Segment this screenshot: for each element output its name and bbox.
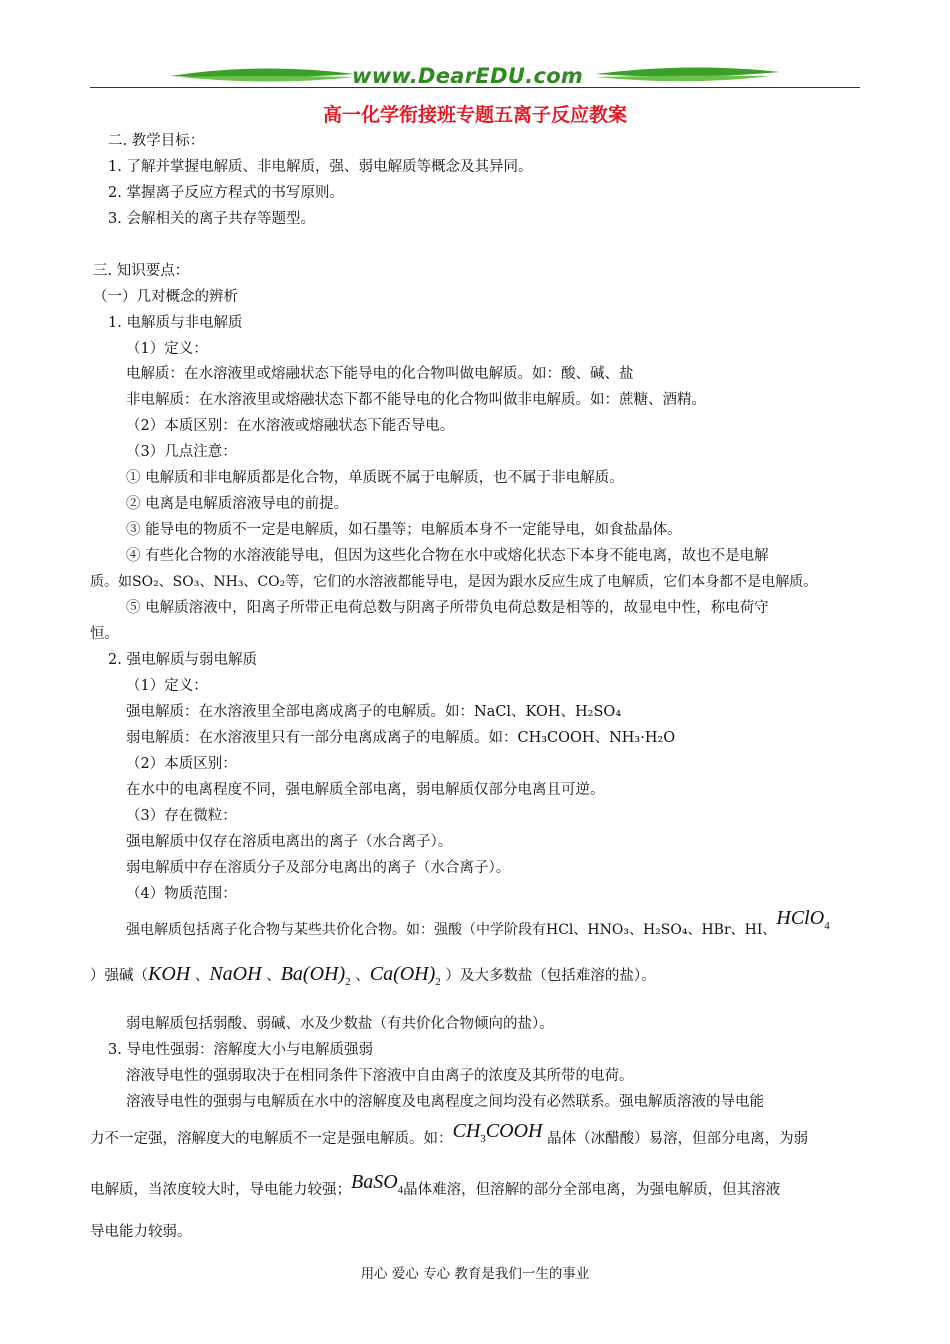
separator: 、: [355, 968, 370, 984]
text-line: ④ 有些化合物的水溶液能导电，但因为这些化合物在水中或熔化状态下本身不能电离，故也不是电解: [126, 548, 769, 564]
formula-subscript: 4: [397, 1184, 404, 1196]
text-line: 非电解质：在水溶液里或熔融状态下都不能导电的化合物叫做非电解质。如：蔗糖、酒精。: [126, 392, 706, 408]
formula-subscript: 2: [345, 976, 351, 988]
text-line: [90, 1120, 809, 1155]
text-line: 弱电解质中存在溶质分子及部分电离出的离子（水合离子）。: [126, 860, 511, 876]
text-line: 溶液导电性的强弱取决于在相同条件下溶液中自由离子的浓度及其所带的电荷。: [126, 1068, 634, 1084]
header-rule: [90, 87, 860, 88]
text-line: ① 电解质和非电解质都是化合物，单质既不属于电解质，也不属于非电解质。: [126, 470, 624, 486]
text-line: [90, 964, 656, 992]
text-line: 在水中的电离程度不同，强电解质全部电离，弱电解质仅部分电离且可逆。: [126, 782, 605, 798]
text-line: 2. 掌握离子反应方程式的书写原则。: [108, 185, 344, 201]
section-heading: 二. 教学目标：: [108, 133, 205, 149]
formula-text: BaSO: [351, 1171, 398, 1193]
text-line: （3）存在微粒：: [126, 808, 237, 824]
text-line: ⑤ 电解质溶液中，阳离子所带正电荷总数与阴离子所带负电荷总数是相等的，故显电中性，称电荷守: [126, 600, 769, 616]
formula-subscript: 3: [480, 1133, 486, 1145]
text-span: 力不一定强，溶解度大的电解质不一定是强电解质。如：: [90, 1131, 453, 1147]
text-line: 强电解质中仅存在溶质电离出的离子（水合离子）。: [126, 834, 453, 850]
text-line: 弱电解质包括弱酸、弱碱、水及少数盐（有共价化合物倾向的盐）。: [126, 1016, 554, 1032]
text-line: 强电解质：在水溶液里全部电离成离子的电解质。如：NaCl、KOH、H₂SO₄: [126, 704, 622, 720]
text-line: 质。如SO₂、SO₃、NH₃、CO₂等，它们的水溶液都能导电，是因为跟水反应生成了电解质，它们本身都不是电解质。: [90, 574, 818, 590]
text-span: ）强碱（: [90, 968, 148, 984]
formula: [452, 1120, 543, 1145]
text-line: （1）定义：: [126, 678, 208, 694]
text-line: 溶液导电性的强弱与电解质在水中的溶解度及电离程度之间均没有必然联系。强电解质溶液的导电能: [126, 1094, 764, 1110]
formula-text: Ba(OH): [280, 963, 346, 985]
text-span: 晶体（冰醋酸）易溶，但部分电离，为弱: [547, 1131, 809, 1147]
site-logo: www.DearEDU.com: [352, 64, 584, 88]
text-line: （3）几点注意：: [126, 444, 237, 460]
text-span: 晶体难溶，但溶解的部分全部电离，为强电解质，但其溶液: [403, 1182, 781, 1198]
formula: [351, 1171, 404, 1196]
formula: KOH: [148, 963, 191, 985]
text-span: ）及大多数盐（包括难溶的盐）。: [445, 968, 656, 984]
text-line: ② 电离是电解质溶液导电的前提。: [126, 496, 349, 512]
text-line: [90, 1171, 781, 1206]
text-line: [126, 907, 830, 946]
text-line: 1. 电解质与非电解质: [108, 315, 243, 331]
text-line: 导电能力较弱。: [90, 1224, 192, 1240]
text-line: （一）几对概念的辨析: [93, 289, 238, 305]
formula-subscript: 2: [435, 976, 441, 988]
separator: 、: [266, 968, 281, 984]
formula-text: COOH: [485, 1120, 543, 1142]
page-title: 高一化学衔接班专题五离子反应教案: [322, 104, 627, 126]
text-line: （2）本质区别：在水溶液或熔融状态下能否导电。: [126, 418, 455, 434]
formula-text: HClO: [776, 907, 825, 929]
formula-text: Ca(OH): [369, 963, 436, 985]
text-line: 2. 强电解质与弱电解质: [108, 652, 257, 668]
formula: [369, 963, 441, 988]
text-span: 电解质，当浓度较大时，导电能力较强；: [90, 1182, 351, 1198]
text-line: 3. 会解相关的离子共存等题型。: [108, 211, 315, 227]
page-header: [90, 60, 860, 92]
formula-subscript: 4: [824, 920, 830, 932]
text-line: （4）物质范围：: [126, 886, 237, 902]
text-line: 1. 了解并掌握电解质、非电解质，强、弱电解质等概念及其异同。: [108, 159, 533, 175]
text-line: （1）定义：: [126, 341, 208, 357]
text-line: 电解质：在水溶液里或熔融状态下能导电的化合物叫做电解质。如：酸、碱、盐: [126, 366, 634, 382]
section-heading: 三. 知识要点：: [93, 263, 190, 279]
separator: 、: [194, 968, 210, 984]
text-line: 恒。: [90, 626, 119, 642]
formula: [280, 963, 351, 988]
formula: [776, 907, 830, 932]
text-line: ③ 能导电的物质不一定是电解质，如石墨等；电解质本身不一定能导电，如食盐晶体。: [126, 522, 682, 538]
text-span: 强电解质包括离子化合物与某些共价化合物。如：强酸（中学阶段有HCl、HNO₃、H₂SO₄、HBr、HI、: [126, 922, 777, 938]
page-footer: 用心 爱心 专心 教育是我们一生的事业: [360, 1266, 590, 1282]
formula: NaOH: [209, 963, 262, 985]
text-line: 弱电解质：在水溶液里只有一部分电离成离子的电解质。如：CH₃COOH、NH₃·H₂O: [126, 730, 676, 746]
formula-text: CH: [452, 1120, 481, 1142]
text-line: 3. 导电性强弱：溶解度大小与电解质强弱: [108, 1042, 373, 1058]
text-line: （2）本质区别：: [126, 756, 237, 772]
